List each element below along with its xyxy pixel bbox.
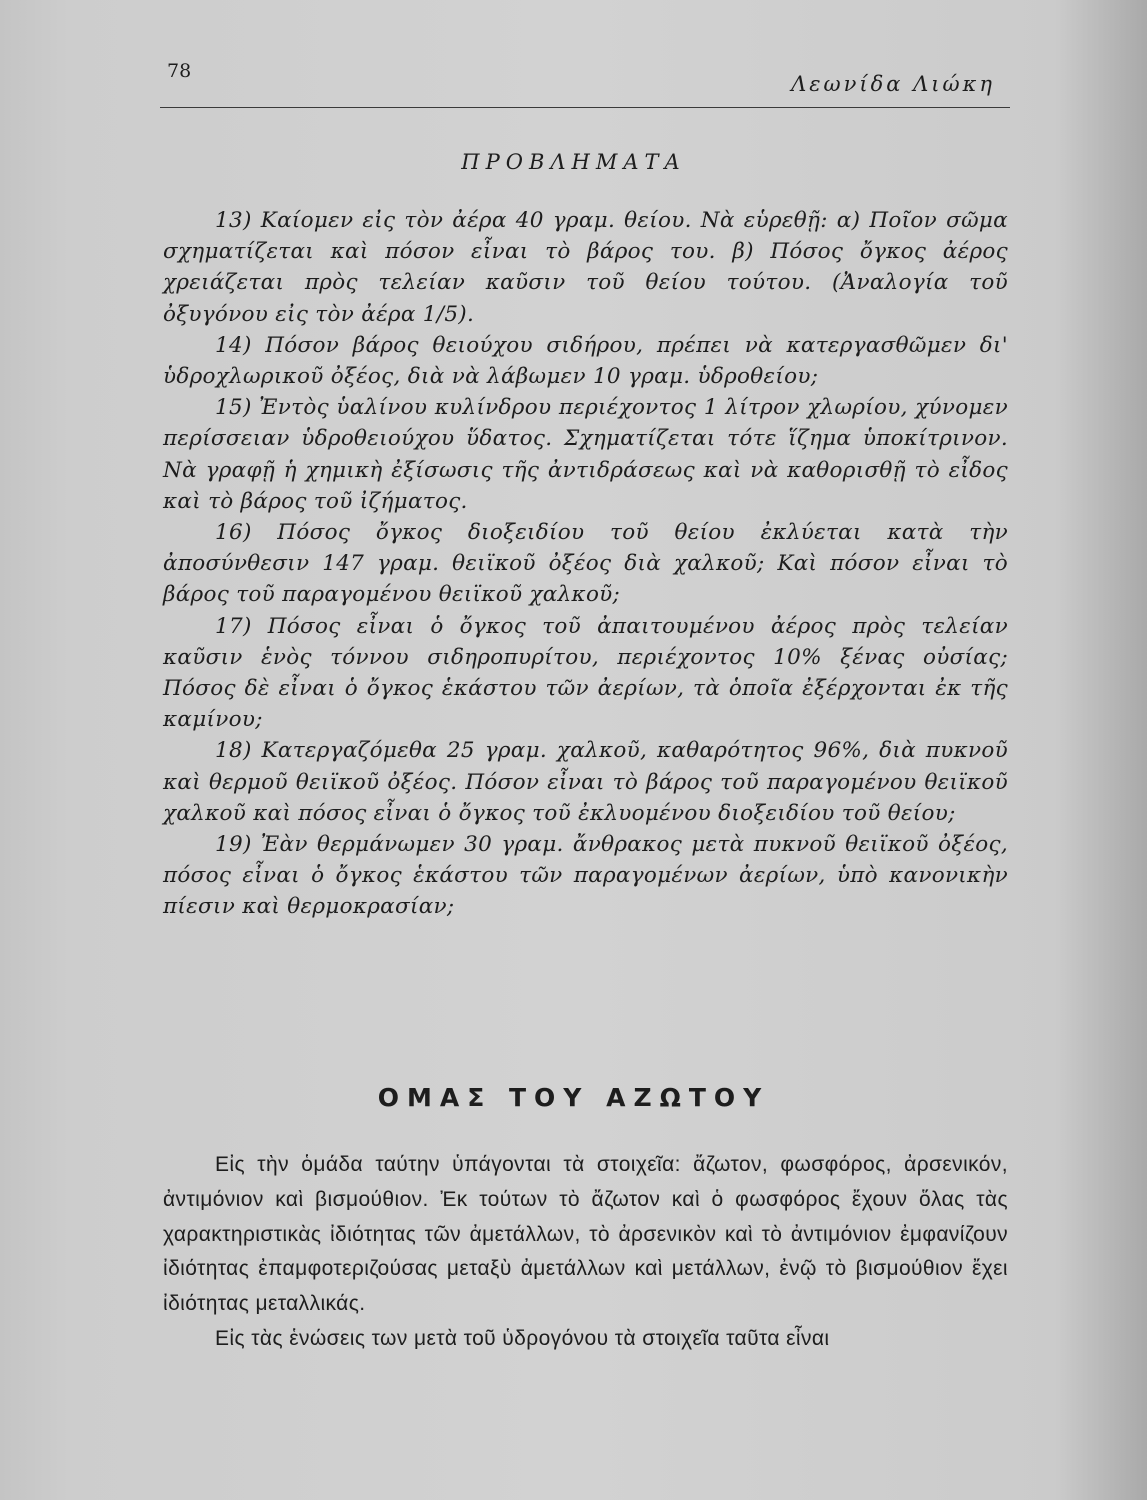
problem-19: 19) Ἐὰν θερμάνωμεν 30 γραμ. ἄνθρακος μετὰ πυκνοῦ θειϊκοῦ ὀξέος, πόσος εἶναι ὁ ὄγκος ἑκάστου τῶν παραγομένων ἀερίων, ὑπὸ κανονικὴν πίεσιν καὶ θερμοκρασίαν; bbox=[163, 832, 1008, 920]
problem-18: 18) Κατεργαζόμεθα 25 γραμ. χαλκοῦ, καθαρότητος 96%, διὰ πυκνοῦ καὶ θερμοῦ θειϊκοῦ ὀξέος. Πόσον εἶναι τὸ βάρος τοῦ παραγομένου θειϊκοῦ χαλκοῦ καὶ πόσος εἶναι ὁ ὄγκος τοῦ ἐκλυομένου διοξειδίου τοῦ θείου; bbox=[163, 738, 1008, 826]
body-text bbox=[163, 1148, 1008, 1357]
running-head: Λεωνίδα Λιώκη bbox=[791, 72, 995, 96]
header-rule bbox=[160, 107, 1010, 108]
problem-14: 14) Πόσον βάρος θειούχου σιδήρου, πρέπει νὰ κατεργασθῶμεν δι' ὑδροχλωρικοῦ ὀξέος, διὰ νὰ λάβωμεν 10 γραμ. ὑδροθείου; bbox=[163, 332, 1008, 390]
section-heading-nitrogen-group: ΟΜΑΣ ΤΟΥ ΑΖΩΤΟΥ bbox=[377, 1083, 770, 1112]
problem-13: 13) Καίομεν εἰς τὸν ἀέρα 40 γραμ. θείου. Νὰ εὑρεθῇ: α) Ποῖον σῶμα σχηματίζεται καὶ πόσον εἶναι τὸ βάρος του. β) Πόσος ὄγκος ἀέρος χρειάζεται πρὸς τελείαν καῦσιν τοῦ θείου τούτου. (Ἀναλογία τοῦ ὀξυγόνου εἰς τὸν ἀέρα 1/5). bbox=[163, 208, 1008, 327]
problem-17: 17) Πόσος εἶναι ὁ ὄγκος τοῦ ἀπαιτουμένου ἀέρος πρὸς τελείαν καῦσιν ἑνὸς τόννου σιδηροπυρίτου, περιέχοντος 10% ξένας οὐσίας; Πόσος δὲ εἶναι ὁ ὄγκος ἑκάστου τῶν ἀερίων, τὰ ὁποῖα ἐξέρχονται ἐκ τῆς καμίνου; bbox=[163, 613, 1008, 733]
problems-list bbox=[163, 205, 1008, 923]
body-paragraph: Εἰς τὰς ἑνώσεις των μετὰ τοῦ ὑδρογόνου τὰ στοιχεῖα ταῦτα εἶναι bbox=[215, 1326, 830, 1350]
problem-16: 16) Πόσος ὄγκος διοξειδίου τοῦ θείου ἐκλύεται κατὰ τὴν ἀποσύνθεσιν 147 γραμ. θειϊκοῦ ὀξέος διὰ χαλκοῦ; Καὶ πόσον εἶναι τὸ βάρος τοῦ παραγομένου θειϊκοῦ χαλκοῦ; bbox=[163, 520, 1008, 608]
problem-15: 15) Ἐντὸς ὑαλίνου κυλίνδρου περιέχοντος 1 λίτρον χλωρίου, χύνομεν περίσσειαν ὑδροθειούχου ὕδατος. Σχηματίζεται τότε ἵζημα ὑποκίτρινον. Νὰ γραφῇ ἡ χημικὴ ἐξίσωσις τῆς ἀντιδράσεως καὶ νὰ καθορισθῇ τὸ εἶδος καὶ τὸ βάρος τοῦ ἰζήματος. bbox=[163, 395, 1008, 514]
section-title-problems: ΠΡΟΒΛΗΜΑΤΑ bbox=[461, 150, 686, 174]
body-paragraph: Εἰς τὴν ὁμάδα ταύτην ὑπάγονται τὰ στοιχεῖα: ἄζωτον, φωσφόρος, ἀρσενικόν, ἀντιμόνιον καὶ βισμούθιον. Ἐκ τούτων τὸ ἄζωτον καὶ ὁ φωσφόρος ἔχουν ὅλας τὰς χαρακτηριστικὰς ἰδιότητας τῶν ἀμετάλλων, τὸ ἀρσενικὸν καὶ τὸ ἀντιμόνιον ἐμφανίζουν ἰδιότητας ἐπαμφοτεριζούσας μεταξὺ ἀμετάλλων καὶ μετάλλων, ἐνῷ τὸ βισμούθιον ἔχει ἰδιότητας μεταλλικάς. bbox=[163, 1153, 1008, 1316]
page-number: 78 bbox=[167, 60, 192, 82]
